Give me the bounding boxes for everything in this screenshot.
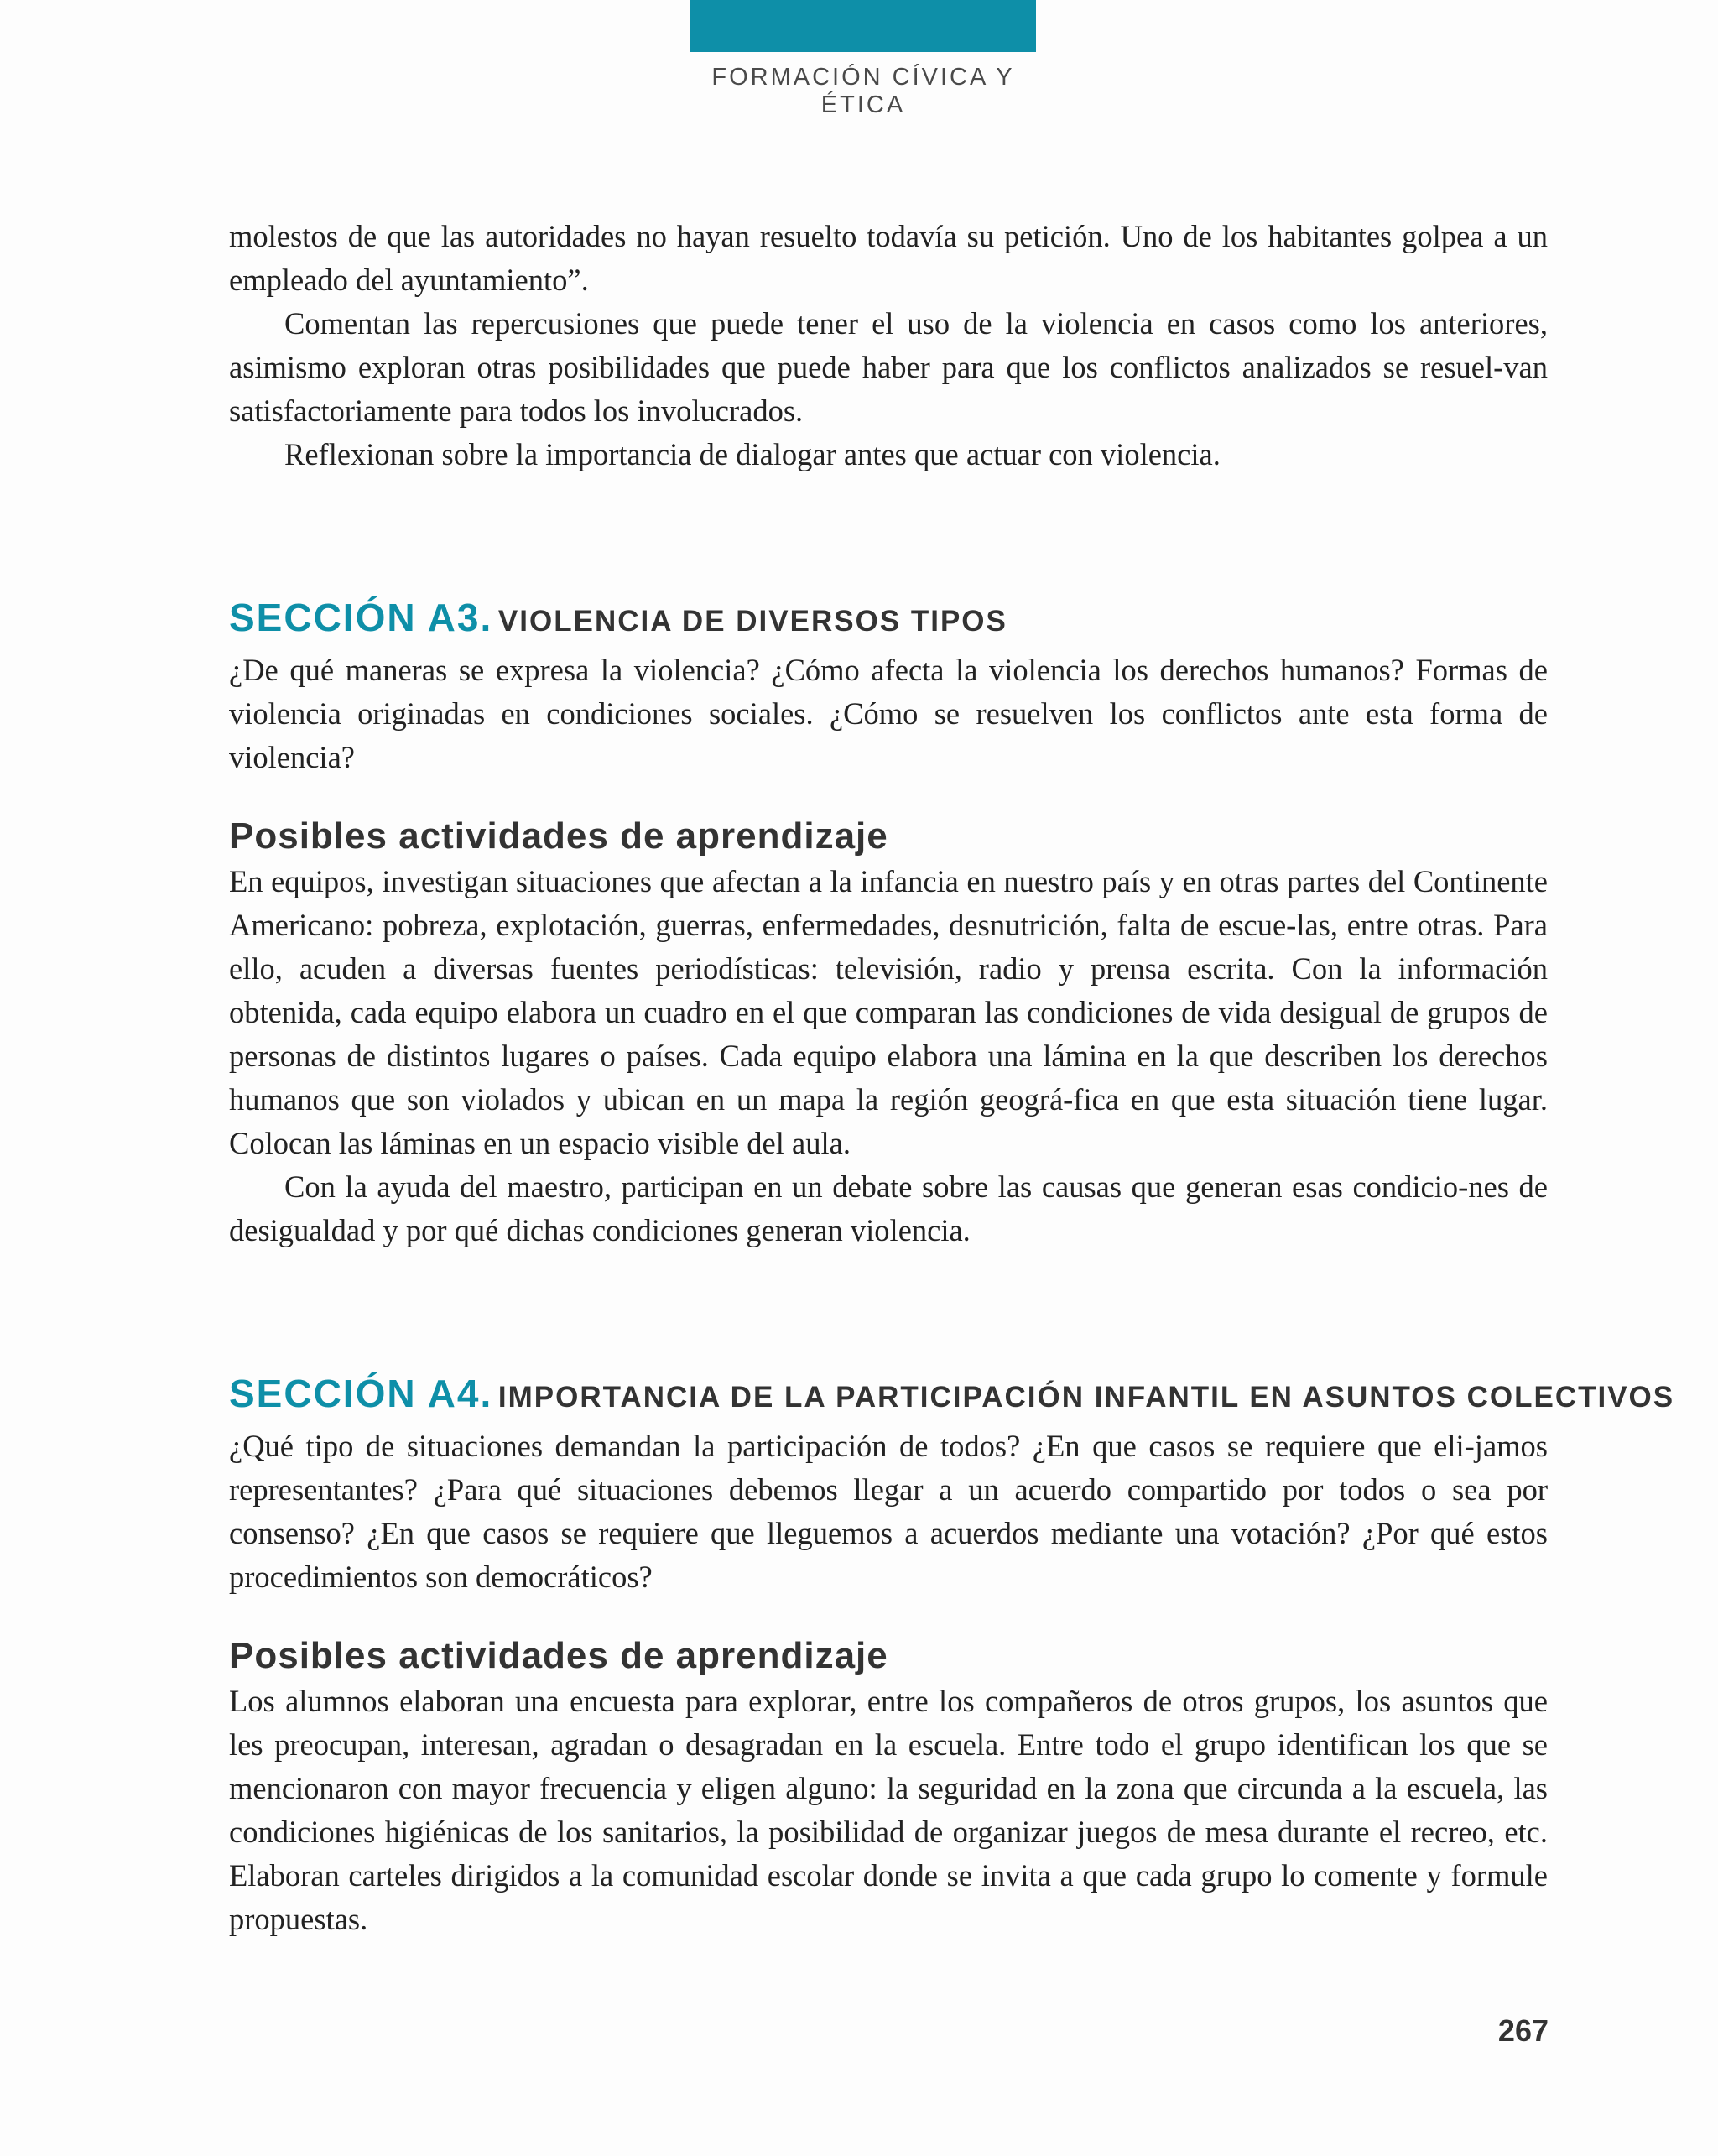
- section-a3-activity-2: Con la ayuda del maestro, participan en un debate sobre las causas que generan esas condicio-nes de desigualdad y por qué dichas condiciones generan violencia.: [229, 1169, 1548, 1247]
- section-a3-questions: ¿De qué maneras se expresa la violencia? ¿Cómo afecta la violencia los derechos humanos? Formas de violencia originadas en condiciones sociales. ¿Cómo se resuelven los conflictos ante esta forma de violencia?: [229, 653, 1548, 774]
- intro-paragraph-3: Reflexionan sobre la importancia de dialogar antes que actuar con violencia.: [284, 437, 1221, 471]
- header-color-tab: [690, 0, 1036, 52]
- section-a4-title: IMPORTANCIA DE LA PARTICIPACIÓN INFANTIL EN ASUNTOS COLECTIVOS: [497, 1381, 1675, 1414]
- section-a3-label: SECCIÓN A3.: [229, 596, 493, 639]
- section-a4-activity-1: Los alumnos elaboran una encuesta para explorar, entre los compañeros de otros grupos, los asuntos que les preocupan, interesan, agradan o desagradan en la escuela. Entre todo el grupo identifican los que se mencionaron con mayor frecuencia y eligen alguno: la seguridad en la zona que circunda a la escuela, las condiciones higiénicas de los sanitarios, la posibilidad de organizar juegos de mesa durante el recreo, etc. Elaboran carteles dirigidos a la comunidad escolar donde se invita a que cada grupo lo comente y formule propuestas.: [229, 1684, 1548, 1936]
- section-a4-questions: ¿Qué tipo de situaciones demandan la participación de todos? ¿En que casos se requiere que eli-jamos representantes? ¿Para qué situaciones debemos llegar a un acuerdo compartido por todos o sea por consenso? ¿En que casos se requiere que lleguemos a acuerdos mediante una votación? ¿Por qué estos procedimientos son democráticos?: [229, 1429, 1548, 1594]
- section-a3-activities-heading: Posibles actividades de aprendizaje: [229, 815, 888, 857]
- section-a3-heading: [229, 594, 1548, 648]
- page-number: 267: [1497, 2013, 1549, 2048]
- section-a4-label: SECCIÓN A4.: [229, 1372, 493, 1415]
- section-a4-activities-heading: Posibles actividades de aprendizaje: [229, 1635, 888, 1676]
- section-a3-activity-1: En equipos, investigan situaciones que afectan a la infancia en nuestro país y en otras partes del Continente Americano: pobreza, explotación, guerras, enfermedades, desnutrición, falta de escue-las, entre otras. Para ello, acuden a diversas fuentes periodísticas: televisión, radio y prensa escrita. Con la información obtenida, cada equipo elabora un cuadro en el que comparan las condiciones de vida desigual de grupos de personas de distintos lugares o países. Cada equipo elabora una lámina en la que describen los derechos humanos que son violados y ubican en un mapa la región geográ-fica en que esta situación tiene lugar. Colocan las láminas en un espacio visible del aula.: [229, 864, 1548, 1160]
- running-header: FORMACIÓN CÍVICA Y ÉTICA: [711, 64, 1015, 118]
- intro-paragraph-2: Comentan las repercusiones que puede tener el uso de la violencia en casos como los anteriores, asimismo exploran otras posibilidades que puede haber para que los conflictos analizados se resuel-van satisfactoriamente para todos los involucrados.: [229, 306, 1548, 428]
- page-content: [229, 215, 1675, 1941]
- intro-paragraph-1: molestos de que las autoridades no hayan resuelto todavía su petición. Uno de los habitantes golpea a un empleado del ayuntamiento”.: [229, 219, 1548, 297]
- section-a4-heading: [229, 1370, 1675, 1424]
- section-a3-title: VIOLENCIA DE DIVERSOS TIPOS: [497, 605, 1007, 638]
